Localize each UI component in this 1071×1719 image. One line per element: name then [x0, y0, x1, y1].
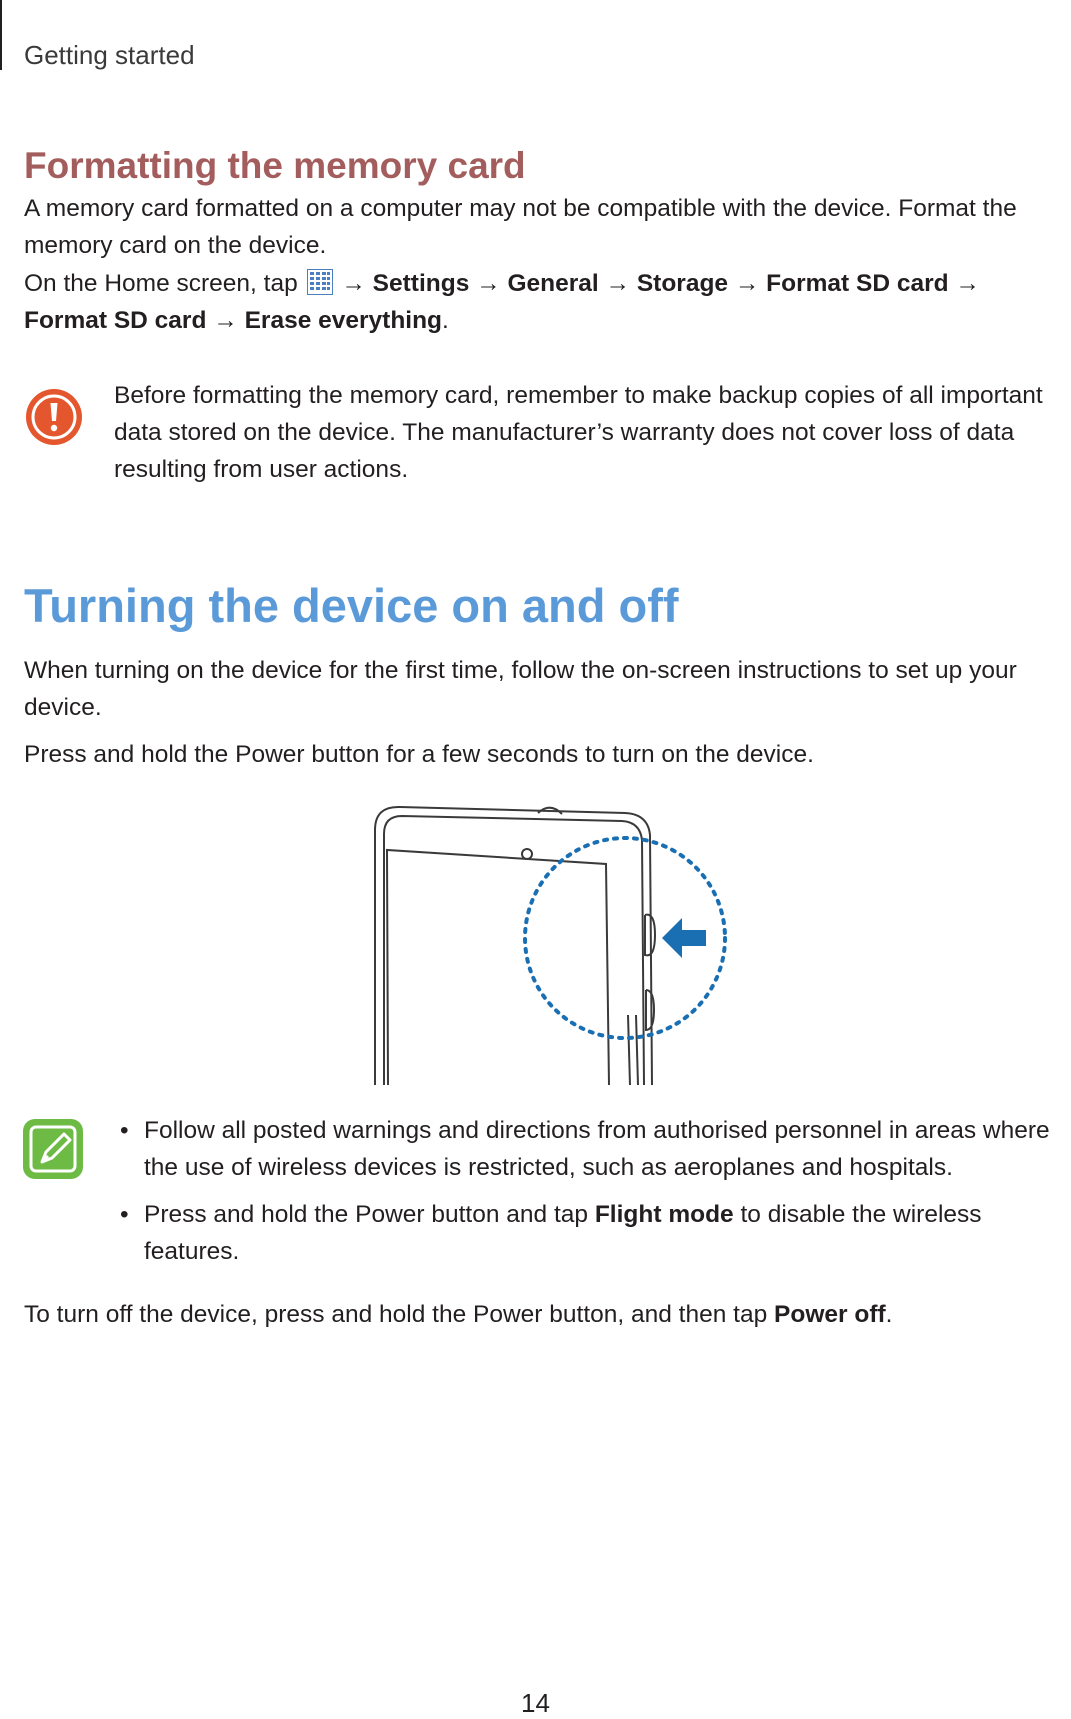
step-settings: Settings — [372, 270, 470, 297]
caution-icon — [24, 387, 84, 447]
power-para-press-hold: Press and hold the Power button for a few seconds to turn on the device. — [24, 741, 814, 768]
steps-prefix: On the Home screen, tap — [24, 270, 298, 297]
arrow: → — [955, 270, 980, 297]
turn-off-prefix: To turn off the device, press and hold the Power button, and then tap — [24, 1301, 768, 1328]
turn-off-instructions — [24, 1296, 1064, 1333]
note-icon — [22, 1118, 84, 1180]
arrow: → — [213, 307, 238, 334]
note-flight-mode-prefix: Press and hold the Power button and tap — [144, 1201, 589, 1228]
arrow: → — [605, 270, 631, 297]
turn-off-power-off: Power off — [774, 1301, 886, 1328]
power-para-setup: When turning on the device for the first time, follow the on-screen instructions to set up your device. — [24, 657, 1017, 721]
page-corner-rule — [0, 0, 2, 70]
section-title-power: Turning the device on and off — [24, 579, 679, 632]
step-erase-everything: Erase everything — [244, 307, 443, 334]
step-general: General — [507, 270, 599, 297]
arrow: → — [341, 270, 366, 297]
steps-end: . — [442, 307, 449, 334]
bullet: • — [120, 1201, 129, 1228]
turn-off-end: . — [885, 1301, 893, 1328]
arrow: → — [476, 270, 501, 297]
step-format-sd-card: Format SD card — [766, 270, 949, 297]
section-title-formatting: Formatting the memory card — [24, 145, 526, 186]
apps-grid-icon — [307, 269, 333, 295]
note-wireless-restrictions: Follow all posted warnings and directions from authorised personnel in areas where the use of wireless devices is restricted, such as aeroplanes and hospitals. — [144, 1117, 1050, 1181]
running-header: Getting started — [24, 40, 195, 70]
power-notes-list — [120, 1112, 1050, 1280]
arrow: → — [734, 270, 760, 297]
formatting-intro: A memory card formatted on a computer may not be compatible with the device. Format the memory card on the device. — [24, 195, 1017, 259]
note-flight-mode-suffix: to disable the wireless features. — [144, 1201, 982, 1265]
arrow-pointer-icon — [662, 918, 706, 958]
step-format-sd-card-confirm: Format SD card — [24, 307, 207, 334]
formatting-steps — [24, 265, 1064, 339]
step-storage: Storage — [636, 270, 729, 297]
list-item — [120, 1112, 1050, 1186]
bullet: • — [120, 1117, 129, 1144]
list-item — [120, 1196, 1050, 1270]
caution-text: Before formatting the memory card, remember to make backup copies of all important data stored on the device. The manufacturer’s warranty does not cover loss of data resulting from user actions. — [114, 382, 1043, 483]
page-number: 14 — [521, 1688, 550, 1718]
note-flight-mode-bold: Flight mode — [594, 1201, 734, 1228]
device-power-button-illustration — [370, 800, 730, 1090]
